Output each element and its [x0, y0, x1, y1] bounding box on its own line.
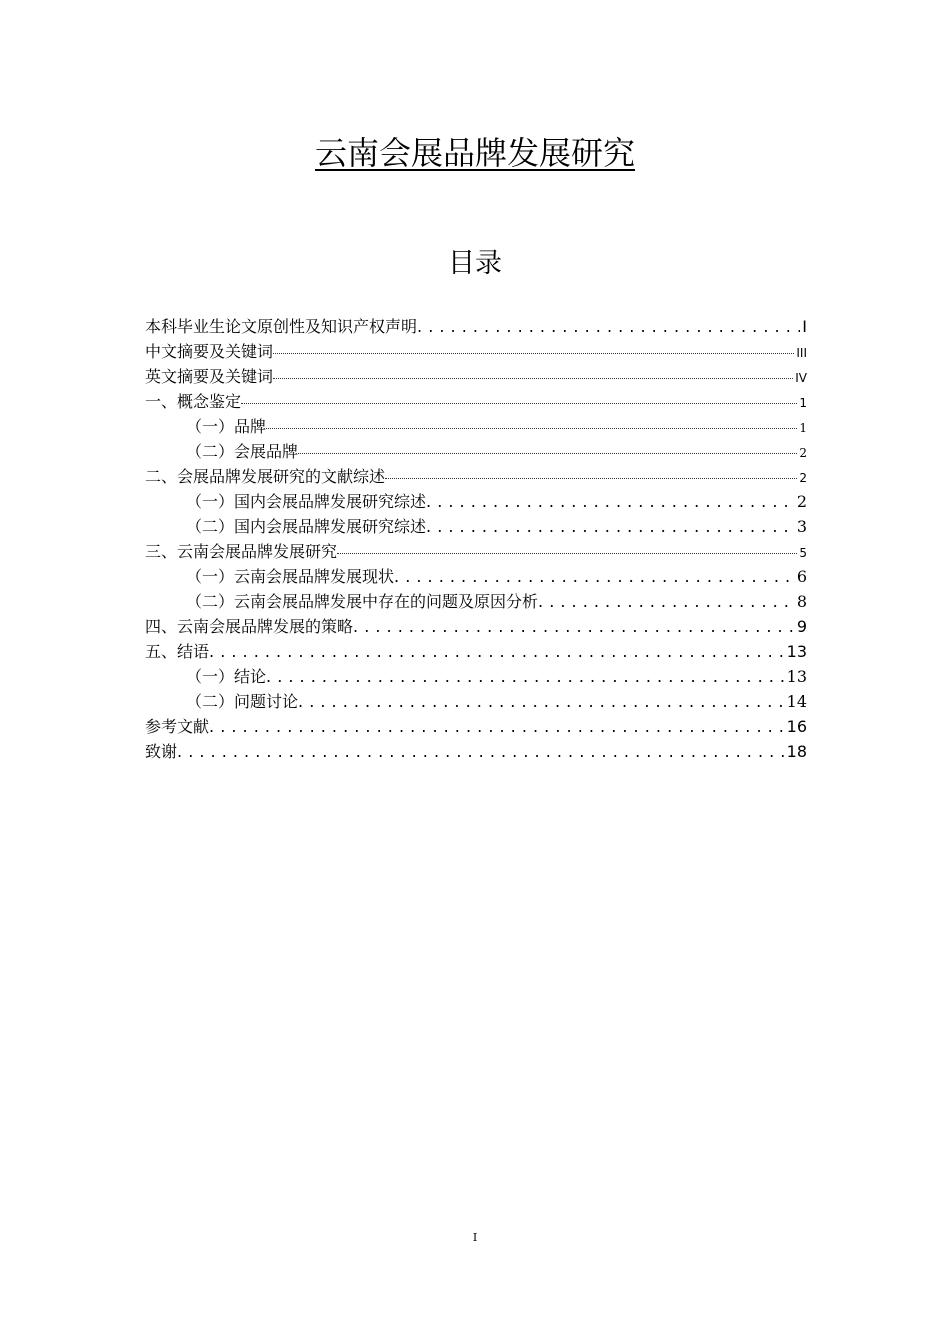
- toc-entry[interactable]: [145, 639, 807, 664]
- toc-dot-leader: [266, 428, 797, 429]
- toc-entry-page: 5: [799, 546, 807, 560]
- toc-dot-leader: [266, 667, 785, 686]
- toc-entry[interactable]: [145, 739, 807, 764]
- toc-entry[interactable]: [145, 439, 807, 464]
- toc-entry[interactable]: [145, 589, 807, 614]
- toc-dot-leader: [353, 617, 795, 636]
- toc-entry-page: III: [796, 346, 807, 360]
- toc-entry[interactable]: [145, 539, 807, 564]
- toc-entry-page: 14: [786, 692, 807, 711]
- toc-entry-label: 英文摘要及关键词: [145, 367, 274, 386]
- toc-entry[interactable]: [145, 664, 807, 689]
- toc-entry[interactable]: [145, 689, 807, 714]
- table-of-contents: [145, 314, 807, 764]
- toc-entry-page: 8: [796, 592, 807, 611]
- toc-entry-label: （二）问题讨论: [186, 692, 299, 711]
- toc-entry-page: 16: [786, 717, 807, 736]
- toc-entry-page: 1: [799, 421, 807, 435]
- toc-entry-page: IV: [795, 371, 807, 385]
- toc-entry-label: （二）国内会展品牌发展研究综述: [186, 517, 427, 536]
- toc-entry-page: 2: [799, 446, 807, 460]
- page-number: I: [472, 1231, 478, 1244]
- toc-entry-label: 五、结语: [145, 642, 210, 661]
- toc-entry-page: 6: [796, 567, 807, 586]
- toc-dot-leader: [538, 592, 795, 611]
- toc-entry[interactable]: [145, 564, 807, 589]
- toc-entry-label: （一）云南会展品牌发展现状: [186, 567, 395, 586]
- toc-heading: 目录: [448, 248, 502, 279]
- toc-entry[interactable]: [145, 464, 807, 489]
- toc-entry-label: 一、概念鉴定: [145, 392, 242, 411]
- toc-entry-label: 参考文献: [145, 717, 210, 736]
- toc-entry-label: 本科毕业生论文原创性及知识产权声明: [145, 317, 418, 336]
- toc-entry-label: （一）品牌: [186, 417, 267, 436]
- toc-entry-page: 3: [796, 517, 807, 536]
- toc-dot-leader: [394, 567, 795, 586]
- toc-entry-label: （一）国内会展品牌发展研究综述: [186, 492, 427, 511]
- toc-entry-page: 9: [796, 617, 807, 636]
- toc-dot-leader: [273, 378, 793, 379]
- toc-entry[interactable]: [145, 364, 807, 389]
- toc-entry-page: 13: [786, 667, 807, 686]
- toc-entry-label: （一）结论: [186, 667, 267, 686]
- toc-dot-leader: [298, 692, 785, 711]
- toc-entry[interactable]: [145, 314, 807, 339]
- toc-entry-label: 致谢: [145, 742, 178, 761]
- toc-dot-leader: [298, 453, 797, 454]
- toc-entry-page: 18: [786, 742, 807, 761]
- toc-dot-leader: [426, 517, 795, 536]
- toc-dot-leader: [273, 353, 794, 354]
- toc-entry-label: 中文摘要及关键词: [145, 342, 274, 361]
- toc-entry[interactable]: [145, 489, 807, 514]
- toc-dot-leader: [337, 553, 797, 554]
- toc-dot-leader: [209, 717, 785, 736]
- toc-entry-label: （二）会展品牌: [186, 442, 299, 461]
- toc-dot-leader: [426, 492, 795, 511]
- toc-entry[interactable]: [145, 414, 807, 439]
- toc-entry[interactable]: [145, 614, 807, 639]
- toc-entry-page: 13: [786, 642, 807, 661]
- toc-entry-page: 1: [799, 396, 807, 410]
- document-title: 云南会展品牌发展研究: [314, 134, 635, 172]
- toc-entry-label: 三、云南会展品牌发展研究: [145, 542, 338, 561]
- toc-dot-leader: [209, 642, 785, 661]
- toc-entry[interactable]: [145, 514, 807, 539]
- toc-entry[interactable]: [145, 339, 807, 364]
- toc-entry-page: 2: [796, 492, 807, 511]
- toc-dot-leader: [177, 742, 785, 761]
- toc-entry[interactable]: [145, 389, 807, 414]
- toc-entry-page: I: [802, 317, 807, 336]
- toc-entry-label: 四、云南会展品牌发展的策略: [145, 617, 354, 636]
- toc-dot-leader: [385, 478, 797, 479]
- toc-entry-label: 二、会展品牌发展研究的文献综述: [145, 467, 386, 486]
- toc-entry-page: 2: [799, 471, 807, 485]
- toc-entry[interactable]: [145, 714, 807, 739]
- toc-dot-leader: [417, 317, 800, 336]
- toc-entry-label: （二）云南会展品牌发展中存在的问题及原因分析: [186, 592, 539, 611]
- toc-dot-leader: [241, 403, 797, 404]
